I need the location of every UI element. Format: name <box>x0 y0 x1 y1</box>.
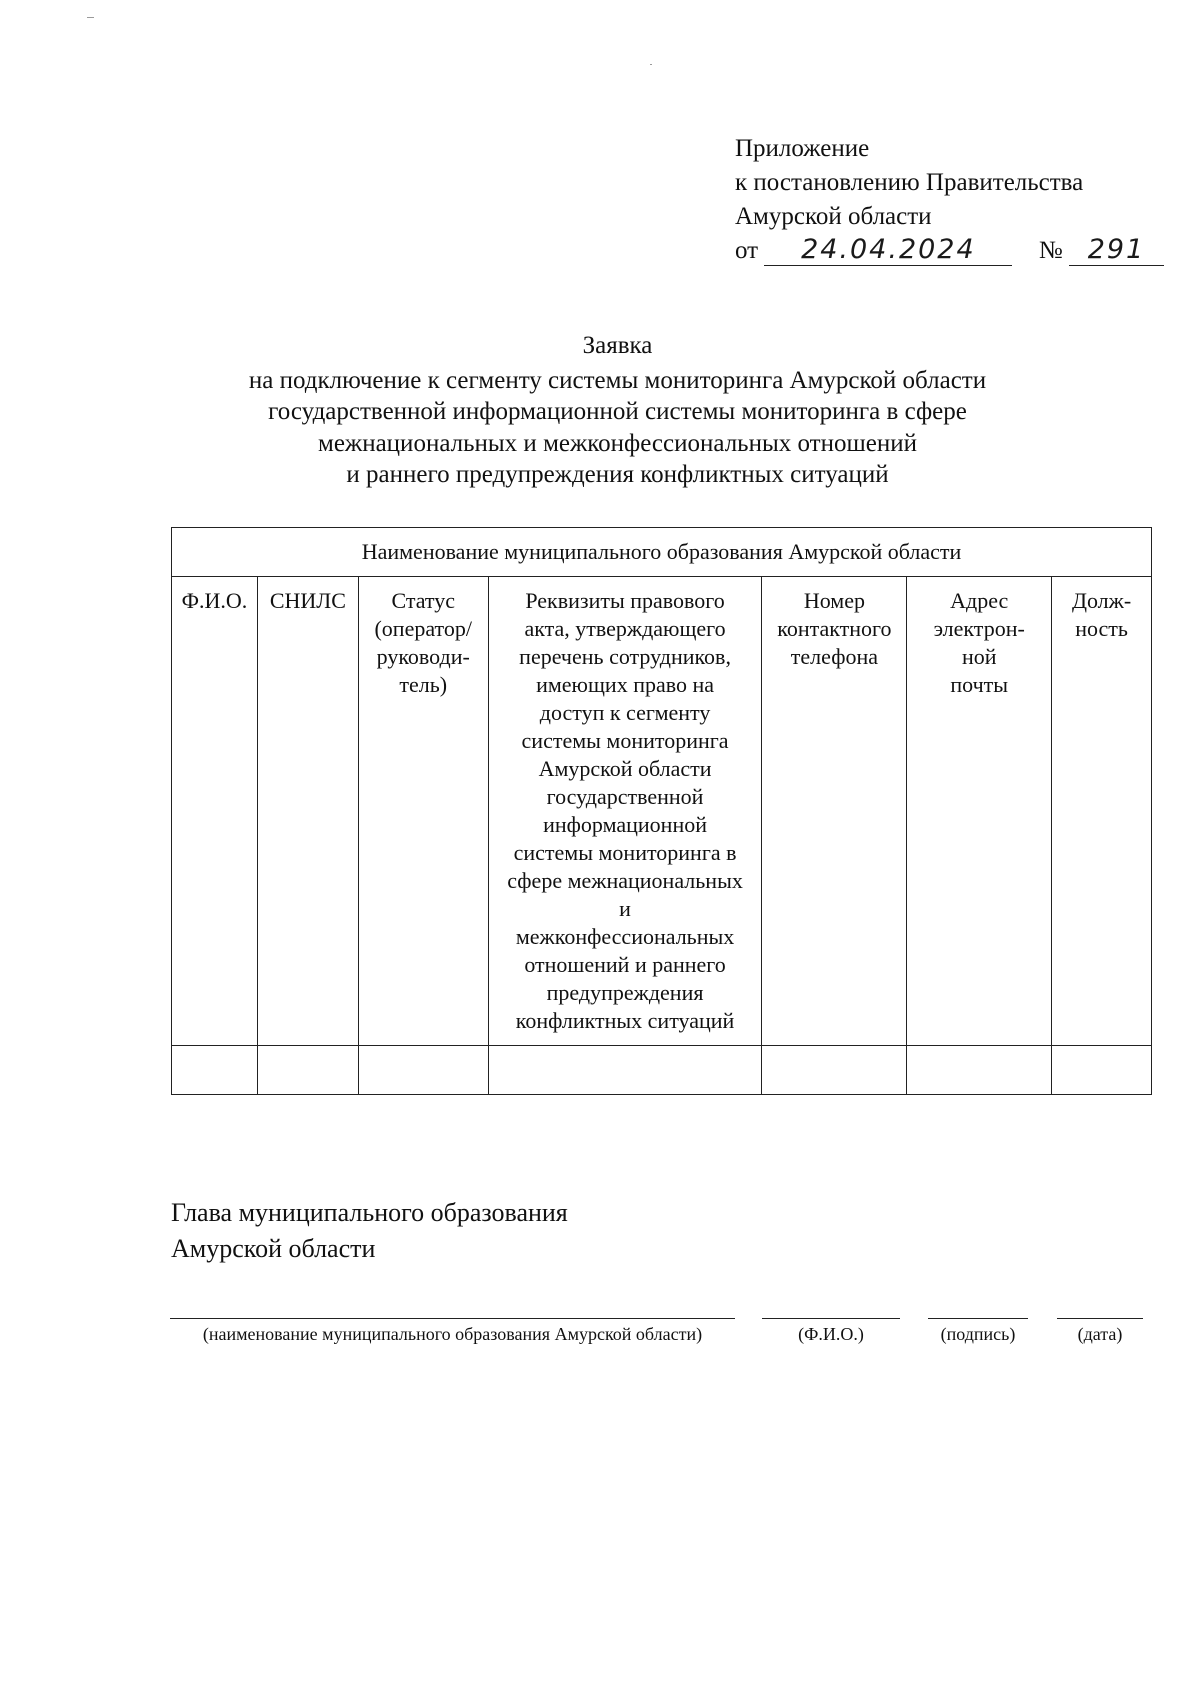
table-cell[interactable] <box>907 1046 1052 1095</box>
signature-rule <box>1057 1318 1143 1319</box>
column-header-line: СНИЛС <box>269 588 346 613</box>
column-header-line: системы мониторинга <box>521 728 729 753</box>
column-header-line: государственной <box>546 784 704 809</box>
column-header-line: ной <box>961 644 997 669</box>
column-header-line: информационной <box>543 812 707 837</box>
column-header-line: имеющих право на <box>536 672 715 697</box>
table-cell[interactable] <box>358 1046 488 1095</box>
column-header-line: тель) <box>399 672 448 697</box>
column-header-line: почты <box>950 672 1009 697</box>
municipality-header: Наименование муниципального образования Амурской области <box>172 528 1152 577</box>
title-heading: Заявка <box>582 332 653 359</box>
appendix-date-line <box>735 234 1155 270</box>
table-cell[interactable] <box>762 1046 907 1095</box>
column-header-snils <box>257 577 358 1046</box>
column-header-fio <box>172 577 258 1046</box>
column-header-line: Адрес <box>950 588 1009 613</box>
column-header-line: Ф.И.О. <box>181 588 248 613</box>
signature-rule <box>170 1318 735 1319</box>
column-header-email <box>907 577 1052 1046</box>
column-header-line: телефона <box>790 644 878 669</box>
signatory-line: Глава муниципального образования <box>171 1198 568 1227</box>
signature-caption: (Ф.И.О.) <box>798 1324 864 1344</box>
table-row <box>172 1046 1152 1095</box>
column-header-line: сфере межнациональных <box>507 868 743 893</box>
scan-mark <box>87 17 94 18</box>
column-header-status <box>358 577 488 1046</box>
column-header-phone <box>762 577 907 1046</box>
handwritten-date: 24.04.2024 <box>764 235 1012 266</box>
column-header-line: перечень сотрудников, <box>519 644 731 669</box>
request-table <box>171 527 1152 1095</box>
signature-sign <box>928 1318 1028 1345</box>
signatory-title <box>171 1195 568 1267</box>
signature-caption: (дата) <box>1077 1324 1123 1344</box>
signature-municipality <box>170 1318 735 1345</box>
column-header-line: руководи- <box>376 644 470 669</box>
column-header-line: системы мониторинга в <box>513 840 737 865</box>
number-prefix: № <box>1038 237 1063 264</box>
signatory-line: Амурской области <box>171 1234 376 1263</box>
column-header-position <box>1052 577 1152 1046</box>
date-prefix: от <box>735 237 759 264</box>
column-header-line: Номер <box>803 588 865 613</box>
column-header-line: контактного <box>777 616 892 641</box>
appendix-line: к постановлению Правительства <box>735 169 1084 196</box>
table-cell[interactable] <box>257 1046 358 1095</box>
column-header-line: Реквизиты правового <box>525 588 725 613</box>
column-header-line: и <box>619 896 631 921</box>
column-header-line: Амурской области <box>538 756 712 781</box>
column-header-line: (оператор/ <box>374 616 472 641</box>
column-header-line: доступ к сегменту <box>539 700 711 725</box>
column-header-line: конфликтных ситуаций <box>515 1008 735 1033</box>
table-cell[interactable] <box>1052 1046 1152 1095</box>
column-header-line: межконфессиональных <box>515 924 735 949</box>
column-header-legal-act <box>488 577 762 1046</box>
appendix-line: Амурской области <box>735 203 932 230</box>
signature-rule <box>928 1318 1028 1319</box>
scan-mark <box>650 64 652 65</box>
appendix-block <box>735 132 1155 270</box>
signature-caption: (наименование муниципального образования Амурской области) <box>202 1324 703 1344</box>
column-header-line: предупреждения <box>546 980 704 1005</box>
column-header-line: электрон- <box>933 616 1025 641</box>
column-header-line: отношений и раннего <box>524 952 726 977</box>
document-title <box>150 330 1085 491</box>
handwritten-number: 291 <box>1069 235 1164 266</box>
column-header-line: Долж- <box>1071 588 1132 613</box>
column-header-line: акта, утверждающего <box>524 616 726 641</box>
signature-fio <box>762 1318 900 1345</box>
signature-caption: (подпись) <box>940 1324 1016 1344</box>
title-line: и раннего предупреждения конфликтных ситуаций <box>346 461 889 488</box>
title-line: на подключение к сегменту системы мониторинга Амурской области <box>248 366 987 394</box>
appendix-line: Приложение <box>735 135 870 162</box>
table-cell[interactable] <box>488 1046 762 1095</box>
column-header-line: ность <box>1075 616 1128 641</box>
title-line: государственной информационной системы мониторинга в сфере <box>268 398 967 425</box>
column-header-row <box>172 577 1152 1046</box>
title-line: межнациональных и межконфессиональных отношений <box>318 429 917 457</box>
column-header-line: Статус <box>391 588 456 613</box>
signature-rule <box>762 1318 900 1319</box>
signature-date <box>1057 1318 1143 1345</box>
table-cell[interactable] <box>172 1046 258 1095</box>
